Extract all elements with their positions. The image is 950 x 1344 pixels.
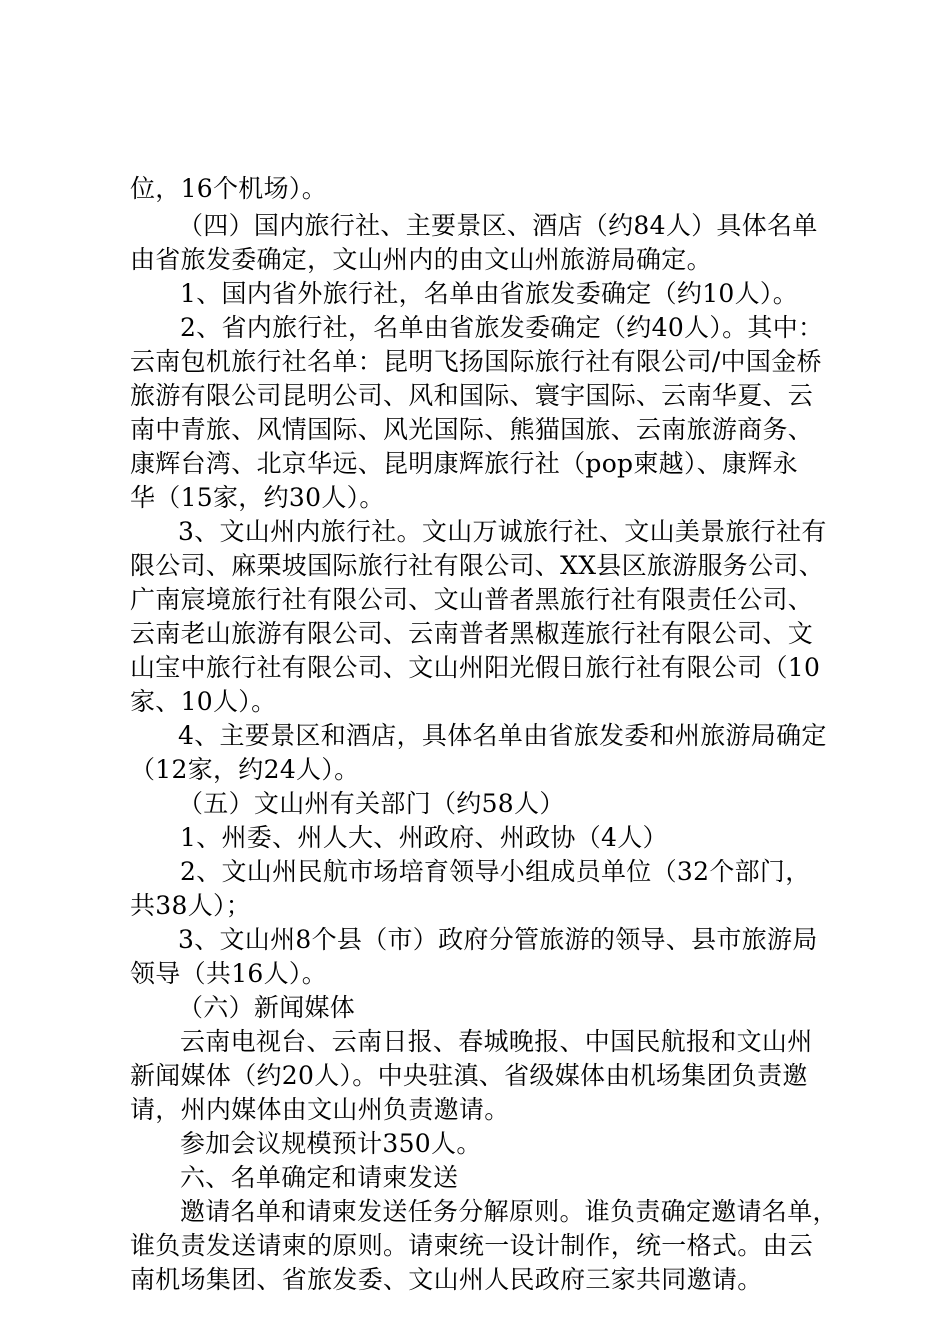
section-heading: 六、名单确定和请柬发送: [180, 1163, 459, 1192]
text-line: 谁负责发送请柬的原则。请柬统一设计制作，统一格式。由云: [130, 1231, 814, 1260]
text-line: 2、省内旅行社，名单由省旅发委确定（约40人）。其中：: [180, 313, 824, 342]
text-line: 家、10人）。: [130, 687, 277, 716]
text-line: （四）国内旅行社、主要景区、酒店（约84人）具体名单: [178, 211, 818, 240]
text-line: 新闻媒体（约20人）。中央驻滇、省级媒体由机场集团负责邀: [130, 1061, 808, 1090]
text-line: 广南宸境旅行社有限公司、文山普者黑旅行社有限责任公司、: [130, 585, 814, 614]
text-line: 共38人）；: [130, 891, 252, 920]
text-line: 领导（共16人）。: [130, 959, 328, 988]
text-line: 南中青旅、风情国际、风光国际、熊猫国旅、云南旅游商务、: [130, 415, 814, 444]
text-line: 1、国内省外旅行社，名单由省旅发委确定（约10人）。: [180, 279, 799, 308]
text-line: 康辉台湾、北京华远、昆明康辉旅行社（pop柬越）、康辉永: [130, 449, 798, 478]
text-line: 山宝中旅行社有限公司、文山州阳光假日旅行社有限公司（10: [130, 653, 821, 682]
text-line: 邀请名单和请柬发送任务分解原则。谁负责确定邀请名单，: [180, 1197, 838, 1226]
text-line: 4、主要景区和酒店，具体名单由省旅发委和州旅游局确定: [178, 721, 827, 750]
text-line: 由省旅发委确定，文山州内的由文山州旅游局确定。: [130, 245, 712, 274]
text-line: （12家，约24人）。: [130, 755, 360, 784]
text-line: 云南包机旅行社名单：昆明飞扬国际旅行社有限公司/中国金桥: [130, 347, 822, 376]
section-heading: （六）新闻媒体: [178, 993, 356, 1022]
text-line: 云南老山旅游有限公司、云南普者黑椒莲旅行社有限公司、文: [130, 619, 814, 648]
text-line: 南机场集团、省旅发委、文山州人民政府三家共同邀请。: [130, 1265, 763, 1294]
text-line: 2、文山州民航市场培育领导小组成员单位（32个部门，: [180, 857, 811, 886]
text-line: 3、文山州8个县（市）政府分管旅游的领导、县市旅游局: [178, 925, 818, 954]
text-line: 1、州委、州人大、州政府、州政协（4人）: [180, 823, 668, 852]
text-line: 参加会议规模预计350人。: [180, 1129, 482, 1158]
text-line: 请，州内媒体由文山州负责邀请。: [130, 1095, 510, 1124]
section-heading: （五）文山州有关部门（约58人）: [178, 789, 565, 818]
text-line: 华（15家，约30人）。: [130, 483, 385, 512]
text-line: 3、文山州内旅行社。文山万诚旅行社、文山美景旅行社有: [178, 517, 827, 546]
text-line: 旅游有限公司昆明公司、风和国际、寰宇国际、云南华夏、云: [130, 381, 814, 410]
text-line: 云南电视台、云南日报、春城晚报、中国民航报和文山州: [180, 1027, 813, 1056]
text-line: 限公司、麻栗坡国际旅行社有限公司、XX县区旅游服务公司、: [130, 551, 824, 580]
text-line: 位，16个机场）。: [130, 174, 328, 203]
